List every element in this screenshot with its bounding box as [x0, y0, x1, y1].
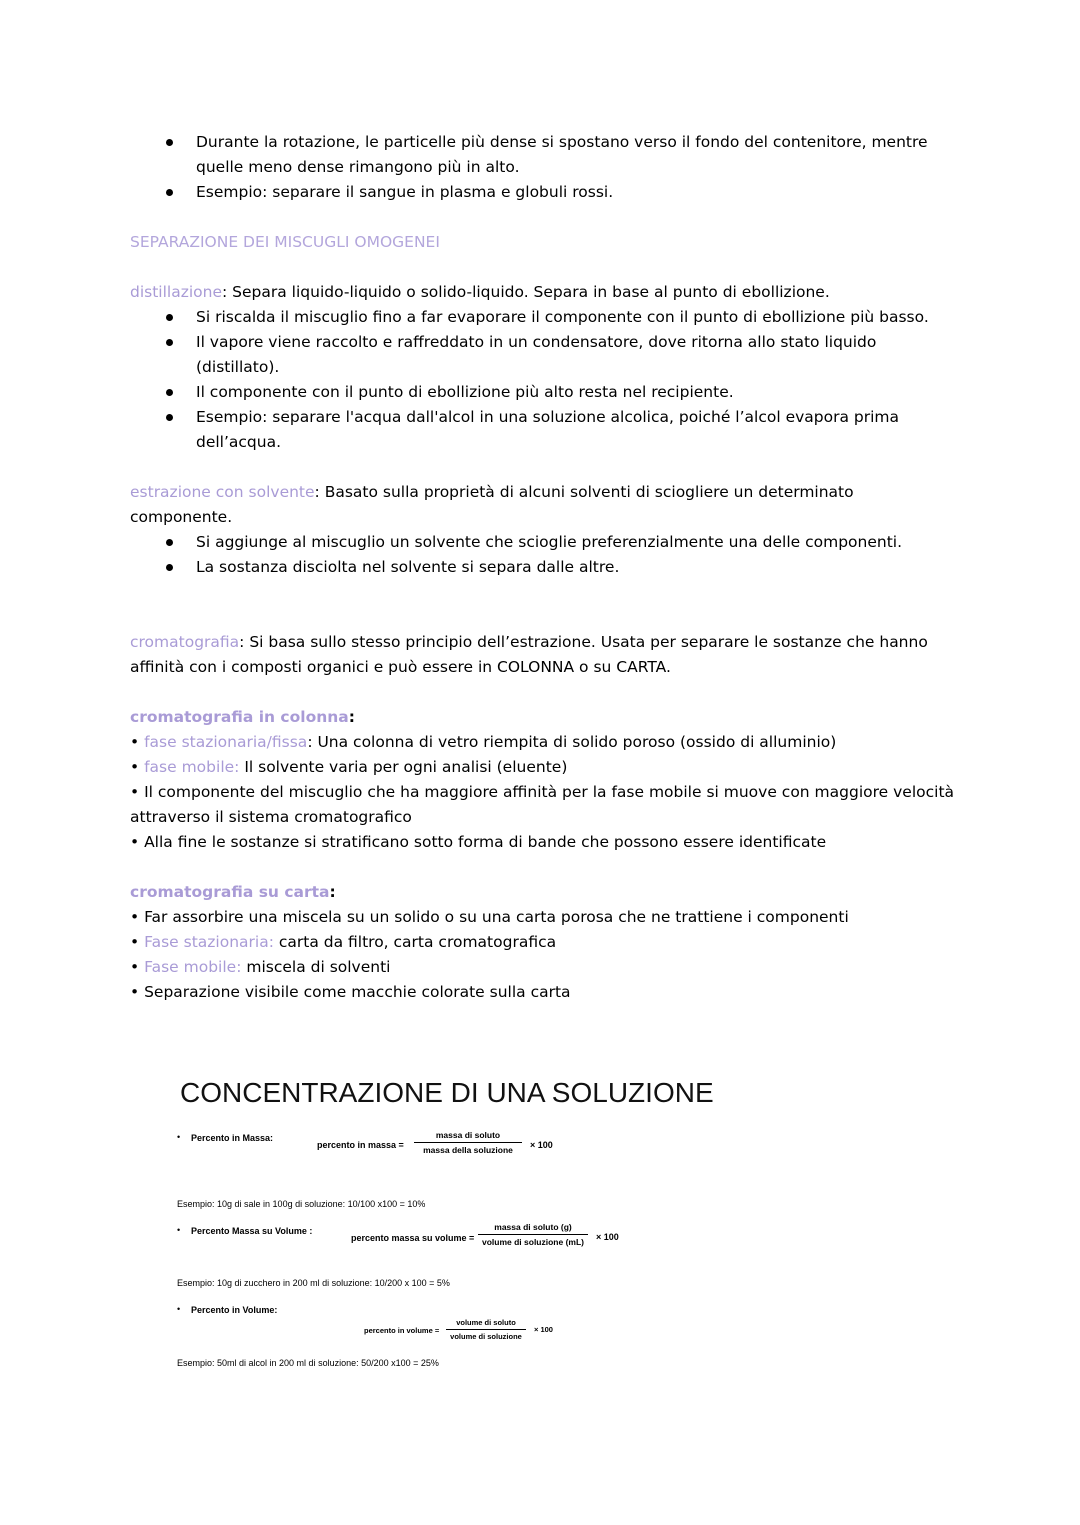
massvol-percent-label: Percento Massa su Volume : [191, 1226, 313, 1236]
fraction-denominator: massa della soluzione [423, 1145, 513, 1155]
column-line-3-cont: attraverso il sistema cromatografico [130, 808, 412, 826]
massvol-percent-example: Esempio: 10g di zucchero in 200 ml di soluzione: 10/200 x 100 = 5% [177, 1278, 450, 1288]
paper-stationary-phase [130, 930, 556, 955]
distillation-bullet-4: Esempio: separare l'acqua dall'alcol in una soluzione alcolica, poiché l’alcol evapora prima [196, 408, 900, 426]
centrifuge-bullet-2: Esempio: separare il sangue in plasma e globuli rossi. [196, 183, 614, 201]
fraction-numerator: volume di soluto [456, 1318, 516, 1327]
distillation-bullet-2-cont: (distillato). [196, 358, 280, 376]
chromatography-definition [130, 630, 928, 655]
bullet-char: • [177, 1304, 181, 1314]
subsection-title: cromatografia su carta [130, 883, 330, 901]
vol-percent-fraction [446, 1318, 526, 1341]
bullet-dot [166, 189, 173, 196]
distillation-bullet-4-cont: dell’acqua. [196, 433, 282, 451]
mass-percent-fraction [414, 1130, 522, 1155]
concentration-title: CONCENTRAZIONE DI UNA SOLUZIONE [180, 1077, 714, 1108]
paper-chromatography-title [130, 880, 336, 905]
fraction-denominator: volume di soluzione [450, 1332, 522, 1341]
mass-percent-label: Percento in Massa: [191, 1133, 274, 1143]
vol-percent-example: Esempio: 50ml di alcol in 200 ml di soluzione: 50/200 x100 = 25% [177, 1358, 439, 1368]
vol-percent-lhs: percento in volume = [364, 1326, 440, 1335]
definition-text: : Separa liquido-liquido o solido-liquido. Separa in base al punto di ebollizione. [222, 283, 830, 301]
column-stationary-phase [130, 730, 836, 755]
term-extraction: estrazione con solvente [130, 483, 315, 501]
extraction-definition [130, 480, 854, 505]
mass-percent-multiplier: × 100 [530, 1140, 553, 1150]
column-line-4: • Alla fine le sostanze si stratificano sotto forma di bande che possono essere identificate [130, 833, 827, 851]
fraction-denominator: volume di soluzione (mL) [481, 1237, 584, 1247]
bullet-char: • [177, 1132, 181, 1142]
centrifuge-bullet-1-cont: quelle meno dense rimangono più in alto. [196, 158, 520, 176]
stationary-phase-label: Fase stazionaria: [144, 933, 274, 951]
term-chromatography: cromatografia [130, 633, 240, 651]
bullet-char: • [130, 933, 140, 951]
bullet-dot [166, 139, 173, 146]
bullet-dot [166, 314, 173, 321]
bullet-char: • [130, 733, 140, 751]
stationary-phase-label: fase stazionaria/fissa [144, 733, 308, 751]
mass-percent-example: Esempio: 10g di sale in 100g di soluzione: 10/100 x100 = 10% [177, 1199, 426, 1209]
title-colon: : [329, 883, 336, 901]
bullet-dot [166, 414, 173, 421]
distillation-bullet-1: Si riscalda il miscuglio fino a far evaporare il componente con il punto di ebollizione più basso. [196, 308, 929, 326]
massvol-percent-multiplier: × 100 [596, 1232, 619, 1242]
extraction-bullet-1: Si aggiunge al miscuglio un solvente che scioglie preferenzialmente una delle componenti. [196, 533, 903, 551]
bullet-dot [166, 564, 173, 571]
section-heading: SEPARAZIONE DEI MISCUGLI OMOGENEI [130, 233, 440, 251]
bullet-char: • [130, 958, 140, 976]
distillation-definition [130, 280, 830, 305]
term-distillation: distillazione [130, 283, 223, 301]
paper-mobile-phase [130, 955, 390, 980]
extraction-bullet-2: La sostanza disciolta nel solvente si separa dalle altre. [196, 558, 620, 576]
column-line-3: • Il componente del miscuglio che ha maggiore affinità per la fase mobile si muove con maggiore velocità [130, 783, 955, 801]
bullet-dot [166, 339, 173, 346]
extraction-definition-cont: componente. [130, 508, 233, 526]
bullet-char: • [177, 1225, 181, 1235]
distillation-bullet-2: Il vapore viene raccolto e raffreddato in un condensatore, dove ritorna allo stato liquido [196, 333, 877, 351]
chromatography-definition-cont: affinità con i composti organici e può essere in COLONNA o su CARTA. [130, 658, 671, 676]
column-mobile-phase [130, 755, 567, 780]
subsection-title: cromatografia in colonna [130, 708, 349, 726]
centrifuge-bullet-1: Durante la rotazione, le particelle più dense si spostano verso il fondo del contenitore, mentre [196, 133, 928, 151]
title-colon: : [348, 708, 355, 726]
stationary-phase-text: carta da filtro, carta cromatografica [273, 933, 557, 951]
bullet-dot [166, 539, 173, 546]
vol-percent-multiplier: × 100 [534, 1325, 553, 1334]
bullet-char: • [130, 758, 140, 776]
mobile-phase-label: Fase mobile: [144, 958, 242, 976]
vol-percent-label: Percento in Volume: [191, 1305, 278, 1315]
massvol-percent-fraction [478, 1222, 588, 1247]
column-chromatography-title [130, 705, 355, 730]
paper-line-4: • Separazione visibile come macchie colorate sulla carta [130, 983, 571, 1001]
mobile-phase-text: miscela di solventi [241, 958, 391, 976]
definition-text: : Basato sulla proprietà di alcuni solventi di sciogliere un determinato [314, 483, 854, 501]
fraction-numerator: massa di soluto (g) [494, 1222, 572, 1232]
bullet-dot [166, 389, 173, 396]
stationary-phase-text: : Una colonna di vetro riempita di solido poroso (ossido di alluminio) [307, 733, 837, 751]
mobile-phase-label: fase mobile: [144, 758, 240, 776]
mass-percent-lhs: percento in massa = [317, 1140, 404, 1150]
paper-line-1: • Far assorbire una miscela su un solido o su una carta porosa che ne trattiene i componenti [130, 908, 849, 926]
mobile-phase-text: Il solvente varia per ogni analisi (eluente) [239, 758, 568, 776]
fraction-numerator: massa di soluto [435, 1130, 501, 1140]
distillation-bullet-3: Il componente con il punto di ebollizione più alto resta nel recipiente. [196, 383, 734, 401]
definition-text: : Si basa sullo stesso principio dell’estrazione. Usata per separare le sostanze che hanno [239, 633, 928, 651]
massvol-percent-lhs: percento massa su volume = [351, 1233, 475, 1243]
